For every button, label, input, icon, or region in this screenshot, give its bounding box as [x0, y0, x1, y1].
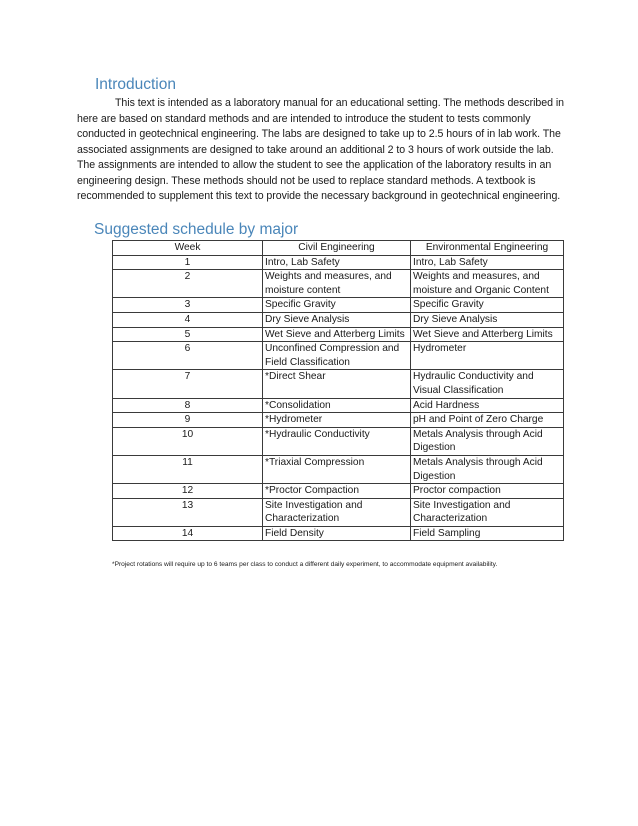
week-cell: 3	[113, 298, 263, 313]
column-header-environmental-engineering: Environmental Engineering	[411, 241, 564, 256]
week-cell: 2	[113, 270, 263, 298]
week-cell: 14	[113, 526, 263, 541]
schedule-footnote: *Project rotations will require up to 6 teams per class to conduct a different daily experiment, to accommodate equipment availability.	[112, 561, 498, 568]
introduction-paragraph: This text is intended as a laboratory manual for an educational setting. The methods described in here are based on standard methods and are intended to introduce the student to tests commonly conducted in geotechnical engineering. The labs are designed to take up to 2.5 hours of in lab work. The associated assignments are designed to take around an additional 2 to 3 hours of work outside the lab. The assignments are intended to allow the student to see the application of the laboratory results in an engineering design. These methods should not be used to replace standard methods. A textbook is recommended to supplement this text to provide the necessary background in geotechnical engineering.	[77, 97, 564, 202]
environmental-cell: Proctor compaction	[411, 484, 564, 499]
environmental-cell: Site Investigation and Characterization	[411, 498, 564, 526]
civil-cell: Wet Sieve and Atterberg Limits	[263, 327, 411, 342]
schedule-table	[112, 240, 564, 541]
table-row	[113, 484, 564, 499]
table-row	[113, 370, 564, 398]
week-cell: 1	[113, 255, 263, 270]
table-row	[113, 526, 564, 541]
table-row	[113, 427, 564, 455]
week-cell: 12	[113, 484, 263, 499]
civil-cell: Unconfined Compression and Field Classification	[263, 342, 411, 370]
civil-cell: Intro, Lab Safety	[263, 255, 411, 270]
environmental-cell: Dry Sieve Analysis	[411, 312, 564, 327]
civil-cell: Specific Gravity	[263, 298, 411, 313]
civil-cell: Field Density	[263, 526, 411, 541]
table-row	[113, 455, 564, 483]
table-row	[113, 398, 564, 413]
environmental-cell: Specific Gravity	[411, 298, 564, 313]
environmental-cell: Hydraulic Conductivity and Visual Classification	[411, 370, 564, 398]
civil-cell: *Hydraulic Conductivity	[263, 427, 411, 455]
environmental-cell: Intro, Lab Safety	[411, 255, 564, 270]
civil-cell: Dry Sieve Analysis	[263, 312, 411, 327]
environmental-cell: Acid Hardness	[411, 398, 564, 413]
column-header-week: Week	[113, 241, 263, 256]
table-row	[113, 413, 564, 428]
week-cell: 13	[113, 498, 263, 526]
environmental-cell: pH and Point of Zero Charge	[411, 413, 564, 428]
schedule-heading: Suggested schedule by major	[94, 221, 299, 238]
civil-cell: Site Investigation and Characterization	[263, 498, 411, 526]
week-cell: 6	[113, 342, 263, 370]
table-row	[113, 498, 564, 526]
civil-cell: *Direct Shear	[263, 370, 411, 398]
week-cell: 8	[113, 398, 263, 413]
environmental-cell: Weights and measures, and moisture and Organic Content	[411, 270, 564, 298]
civil-cell: Weights and measures, and moisture content	[263, 270, 411, 298]
table-row	[113, 342, 564, 370]
table-row	[113, 312, 564, 327]
week-cell: 11	[113, 455, 263, 483]
week-cell: 4	[113, 312, 263, 327]
table-row	[113, 255, 564, 270]
table-row	[113, 270, 564, 298]
environmental-cell: Metals Analysis through Acid Digestion	[411, 427, 564, 455]
civil-cell: *Proctor Compaction	[263, 484, 411, 499]
environmental-cell: Wet Sieve and Atterberg Limits	[411, 327, 564, 342]
table-row	[113, 327, 564, 342]
table-row	[113, 298, 564, 313]
column-header-civil-engineering: Civil Engineering	[263, 241, 411, 256]
civil-cell: *Hydrometer	[263, 413, 411, 428]
environmental-cell: Hydrometer	[411, 342, 564, 370]
environmental-cell: Field Sampling	[411, 526, 564, 541]
environmental-cell: Metals Analysis through Acid Digestion	[411, 455, 564, 483]
table-header-row	[113, 241, 564, 256]
civil-cell: *Consolidation	[263, 398, 411, 413]
week-cell: 10	[113, 427, 263, 455]
week-cell: 9	[113, 413, 263, 428]
week-cell: 5	[113, 327, 263, 342]
week-cell: 7	[113, 370, 263, 398]
civil-cell: *Triaxial Compression	[263, 455, 411, 483]
introduction-heading: Introduction	[95, 76, 176, 93]
